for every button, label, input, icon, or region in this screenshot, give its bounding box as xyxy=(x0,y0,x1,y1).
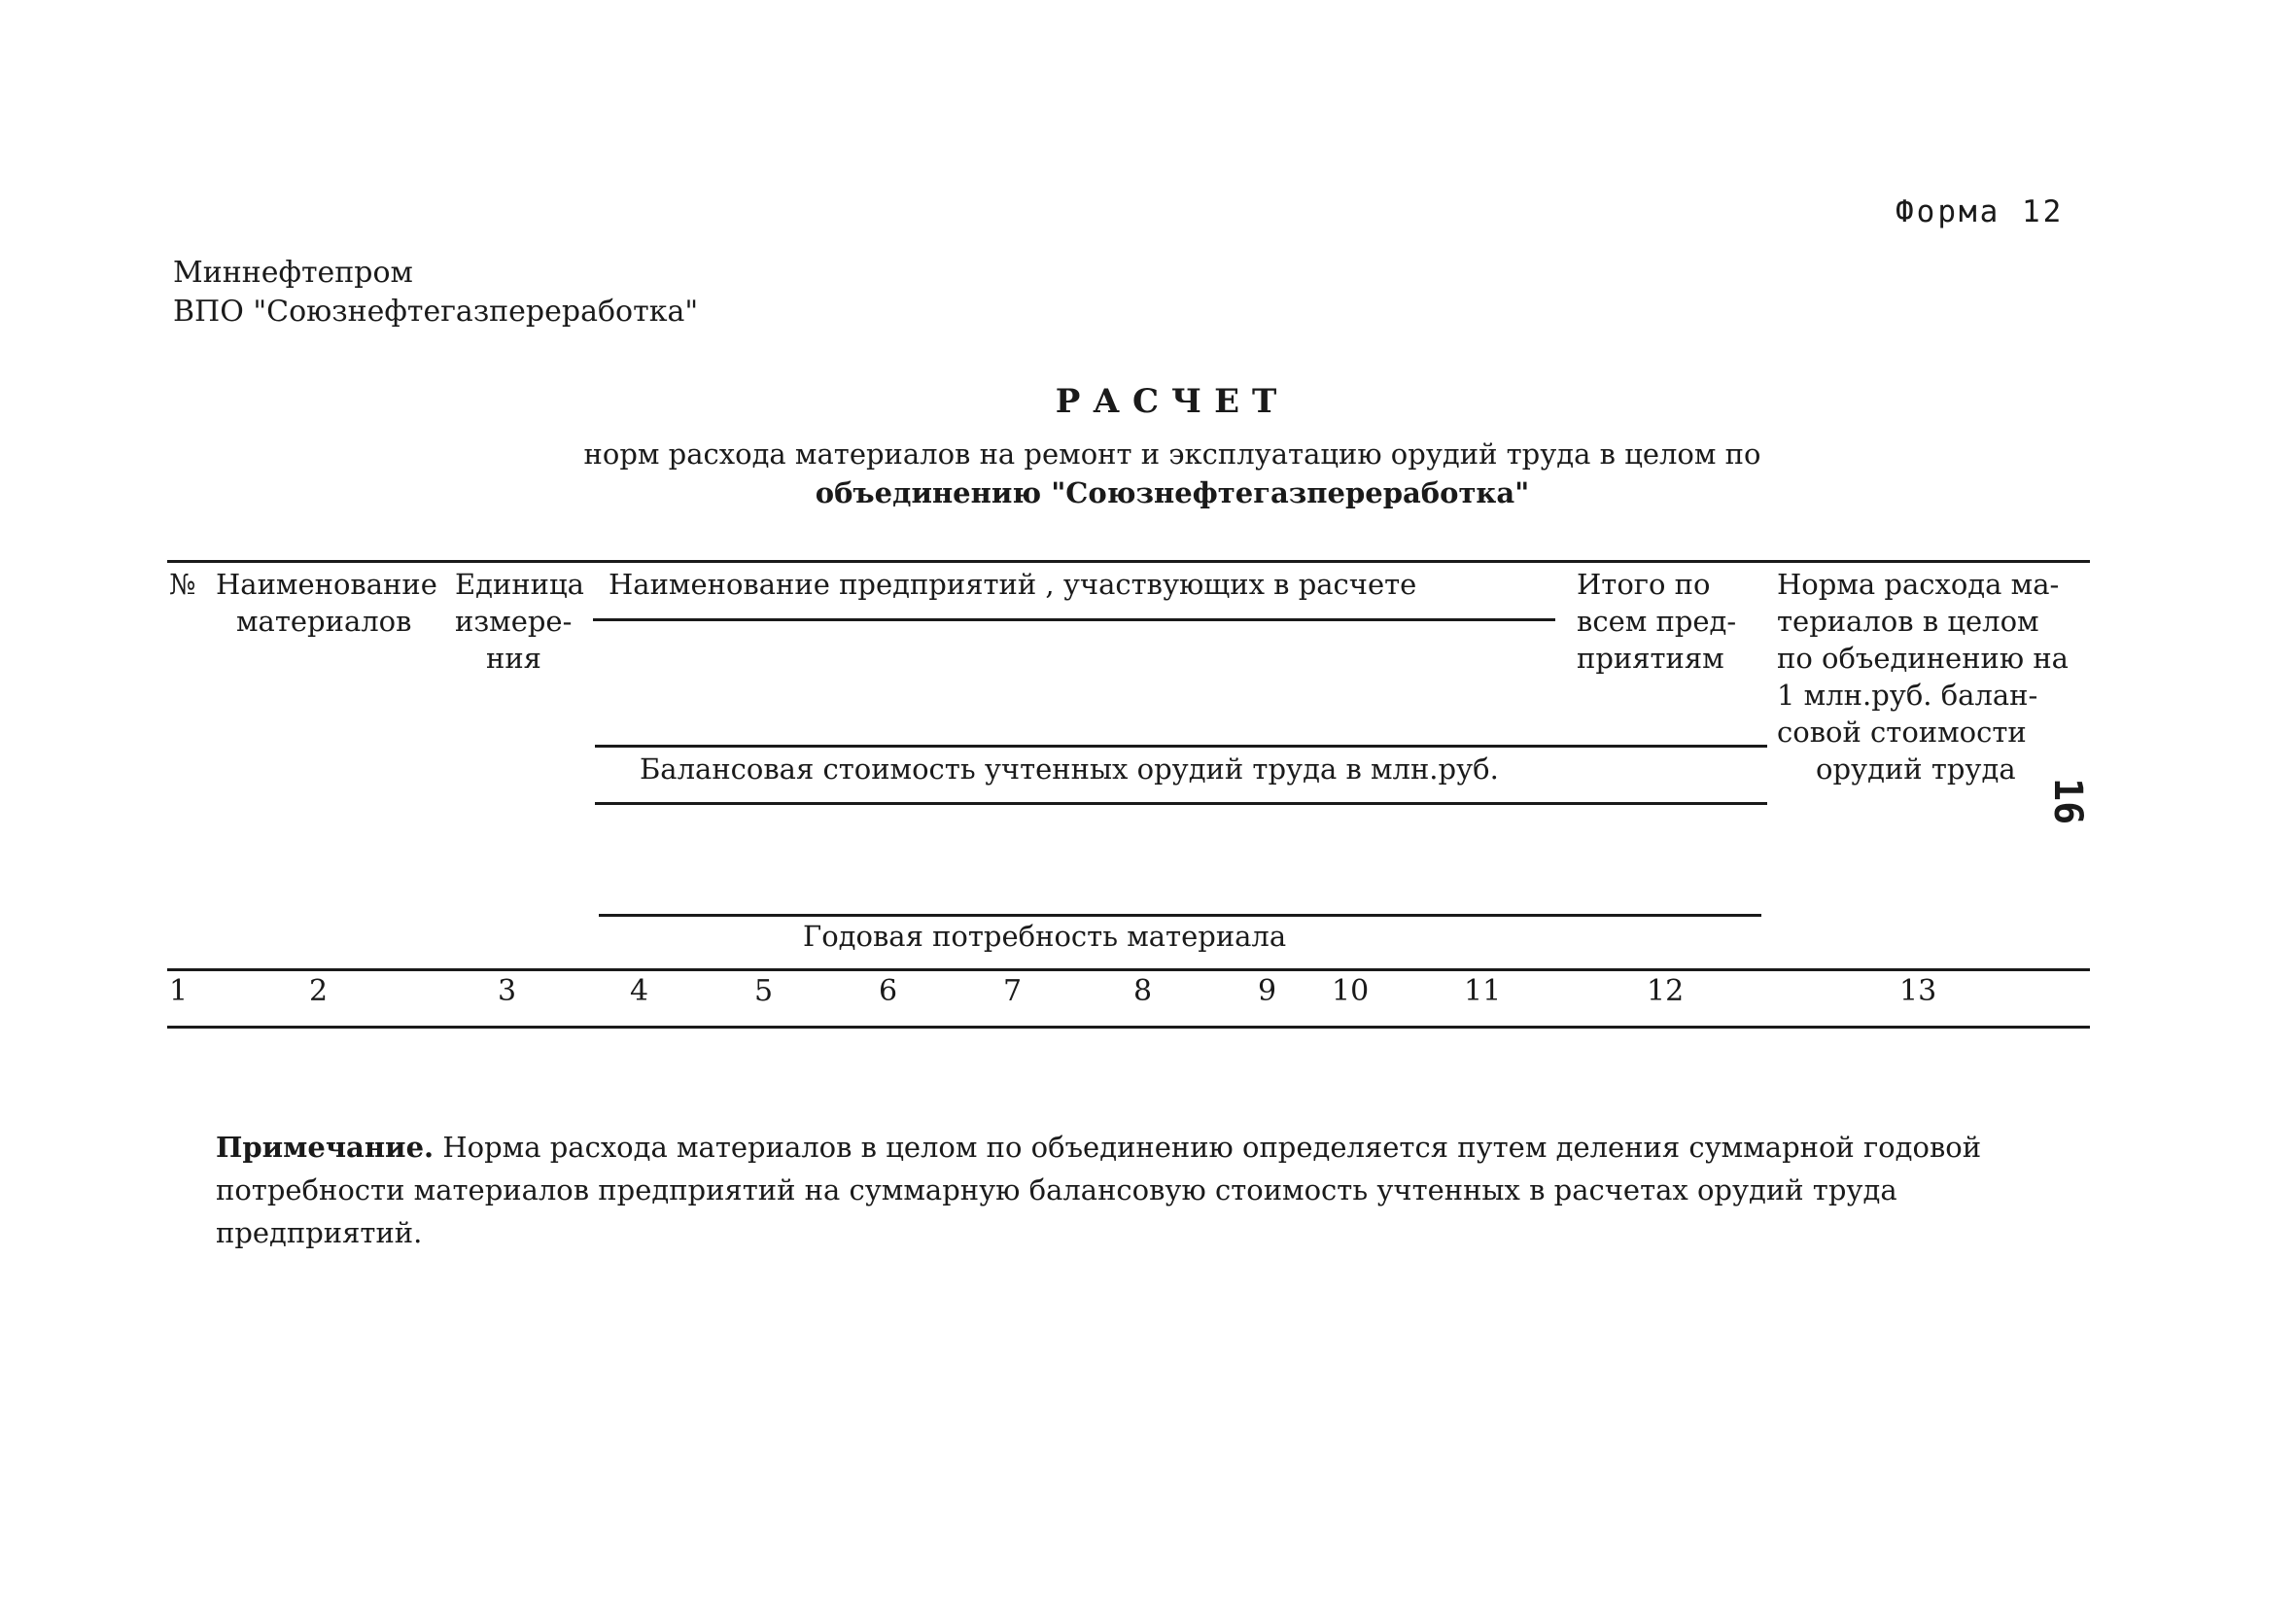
organization-name: ВПО "Союзнефтегазпереработка" xyxy=(173,295,699,329)
header-material-name-line2: материалов xyxy=(236,605,412,638)
header-norm-line4: 1 млн.руб. балан- xyxy=(1777,679,2038,712)
header-total-line1: Итого по xyxy=(1577,568,1711,601)
header-norm-line1: Норма расхода ма- xyxy=(1777,568,2060,601)
header-annual-need: Годовая потребность материала xyxy=(803,920,1287,953)
ministry-name: Миннефтепром xyxy=(173,256,413,290)
enterprises-rule xyxy=(593,618,1555,621)
header-norm-line3: по объединению на xyxy=(1777,642,2069,675)
header-norm-line2: териалов в целом xyxy=(1777,605,2039,638)
column-number: 7 xyxy=(1003,974,1023,1008)
column-number: 2 xyxy=(309,974,329,1008)
header-norm-line6: орудий труда xyxy=(1816,752,2016,786)
column-number: 8 xyxy=(1133,974,1153,1008)
column-number: 6 xyxy=(879,974,898,1008)
document-subtitle-line2: объединению "Союзнефтегазпереработка" xyxy=(815,476,1530,509)
column-number: 10 xyxy=(1332,974,1370,1008)
column-number: 1 xyxy=(169,974,189,1008)
page-number: 16 xyxy=(2045,778,2090,825)
header-unit-line1: Единица xyxy=(455,568,584,601)
header-norm-line5: совой стоимости xyxy=(1777,716,2027,749)
note-text: Норма расхода материалов в целом по объединению определяется путем деления суммарной годовой потребности материалов предприятий на суммарную балансовую стоимость учтенных в расчетах орудий труда предприятий. xyxy=(216,1131,1982,1249)
header-total-line3: приятиям xyxy=(1577,642,1724,675)
column-number: 12 xyxy=(1647,974,1685,1008)
header-number: № xyxy=(169,568,196,601)
column-number: 13 xyxy=(1899,974,1937,1008)
table-bottom-rule xyxy=(167,1026,2090,1029)
header-enterprises: Наименование предприятий , участвующих в расчете xyxy=(609,568,1417,601)
header-total-line2: всем пред- xyxy=(1577,605,1737,638)
column-number: 4 xyxy=(630,974,649,1008)
header-material-name-line1: Наименование xyxy=(216,568,437,601)
header-balance-value: Балансовая стоимость учтенных орудий труда в млн.руб. xyxy=(640,752,1499,786)
balance-top-rule xyxy=(595,745,1767,748)
column-number: 9 xyxy=(1258,974,1277,1008)
document-subtitle-line1: норм расхода материалов на ремонт и эксплуатацию орудий труда в целом по xyxy=(583,437,1761,471)
balance-bottom-rule xyxy=(595,802,1767,805)
column-number: 5 xyxy=(754,974,774,1008)
column-numbers-top-rule xyxy=(167,968,2090,971)
column-number: 11 xyxy=(1464,974,1502,1008)
form-label: Форма 12 xyxy=(1896,194,2065,229)
header-unit-line2: измере- xyxy=(455,605,573,638)
document-title: РАСЧЕТ xyxy=(1055,382,1290,421)
table-top-rule xyxy=(167,560,2090,563)
note-label: Примечание. xyxy=(216,1131,435,1164)
column-number: 3 xyxy=(498,974,517,1008)
note xyxy=(216,1126,2082,1254)
annual-need-top-rule xyxy=(599,914,1761,917)
header-unit-line3: ния xyxy=(486,642,541,675)
